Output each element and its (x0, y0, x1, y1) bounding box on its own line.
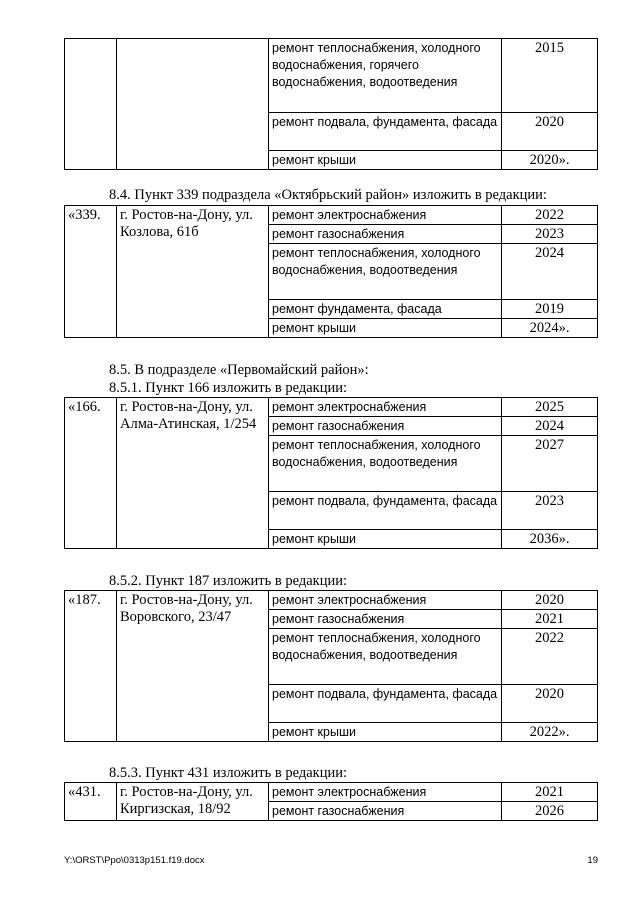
table-continuation (64, 38, 598, 170)
num-cell: «187. (65, 591, 117, 742)
work-cell: ремонт электроснабжения (269, 398, 502, 417)
work-cell: ремонт теплоснабжения, холодного водоснабжения, водоотведения (269, 436, 502, 492)
work-cell: ремонт крыши (269, 723, 502, 742)
work-cell: ремонт газоснабжения (269, 225, 502, 244)
year-cell: 2023 (502, 225, 598, 244)
address-cell (117, 39, 269, 170)
num-cell: «339. (65, 206, 117, 338)
work-cell: ремонт подвала, фундамента, фасада (269, 113, 502, 151)
paragraph-8-4: 8.4. Пункт 339 подраздела «Октябрьский район» изложить в редакции: (109, 187, 547, 203)
paragraph-8-5-2: 8.5.2. Пункт 187 изложить в редакции: (109, 573, 348, 589)
page-number: 19 (587, 855, 598, 866)
year-cell: 2036». (502, 530, 598, 549)
year-cell: 2023 (502, 492, 598, 530)
table-item-187 (64, 590, 598, 742)
year-cell: 2020 (502, 685, 598, 723)
work-cell: ремонт подвала, фундамента, фасада (269, 492, 502, 530)
paragraph-8-5-1: 8.5.1. Пункт 166 изложить в редакции: (109, 380, 348, 396)
address-cell: г. Ростов-на-Дону, ул. Алма-Атинская, 1/254 (117, 398, 269, 549)
work-cell: ремонт электроснабжения (269, 591, 502, 610)
num-cell (65, 39, 117, 170)
work-cell: ремонт фундамента, фасада (269, 300, 502, 319)
table-row (65, 591, 598, 610)
table-item-431 (64, 782, 598, 821)
year-cell: 2021 (502, 783, 598, 802)
year-cell: 2024 (502, 417, 598, 436)
address-cell: г. Ростов-на-Дону, ул. Киргизская, 18/92 (117, 783, 269, 821)
paragraph-8-5: 8.5. В подразделе «Первомайский район»: (109, 362, 369, 378)
work-cell: ремонт газоснабжения (269, 610, 502, 629)
year-cell: 2022». (502, 723, 598, 742)
footer-file-path: Y:\ORST\Ppo\0313p151.f19.docx (64, 855, 205, 866)
paragraph-8-5-3: 8.5.3. Пункт 431 изложить в редакции: (109, 765, 348, 781)
table-row (65, 398, 598, 417)
work-cell: ремонт теплоснабжения, холодного водоснабжения, водоотведения (269, 244, 502, 300)
work-cell: ремонт электроснабжения (269, 783, 502, 802)
table-row (65, 39, 598, 113)
year-cell: 2022 (502, 629, 598, 685)
work-cell: ремонт крыши (269, 530, 502, 549)
year-cell: 2020 (502, 591, 598, 610)
year-cell: 2020 (502, 113, 598, 151)
num-cell: «431. (65, 783, 117, 821)
year-cell: 2026 (502, 802, 598, 821)
year-cell: 2021 (502, 610, 598, 629)
address-cell: г. Ростов-на-Дону, ул. Воровского, 23/47 (117, 591, 269, 742)
work-cell: ремонт электроснабжения (269, 206, 502, 225)
table-row (65, 783, 598, 802)
year-cell: 2024 (502, 244, 598, 300)
work-cell: ремонт теплоснабжения, холодного водоснабжения, горячего водоснабжения, водоотведения (269, 39, 502, 113)
year-cell: 2024». (502, 319, 598, 338)
address-cell: г. Ростов-на-Дону, ул. Козлова, 61б (117, 206, 269, 338)
table-item-339 (64, 205, 598, 338)
work-cell: ремонт газоснабжения (269, 417, 502, 436)
year-cell: 2019 (502, 300, 598, 319)
work-cell: ремонт крыши (269, 319, 502, 338)
year-cell: 2015 (502, 39, 598, 113)
work-cell: ремонт газоснабжения (269, 802, 502, 821)
year-cell: 2025 (502, 398, 598, 417)
table-row (65, 206, 598, 225)
year-cell: 2027 (502, 436, 598, 492)
table-item-166 (64, 397, 598, 549)
work-cell: ремонт крыши (269, 151, 502, 170)
year-cell: 2020». (502, 151, 598, 170)
work-cell: ремонт подвала, фундамента, фасада (269, 685, 502, 723)
work-cell: ремонт теплоснабжения, холодного водоснабжения, водоотведения (269, 629, 502, 685)
num-cell: «166. (65, 398, 117, 549)
year-cell: 2022 (502, 206, 598, 225)
